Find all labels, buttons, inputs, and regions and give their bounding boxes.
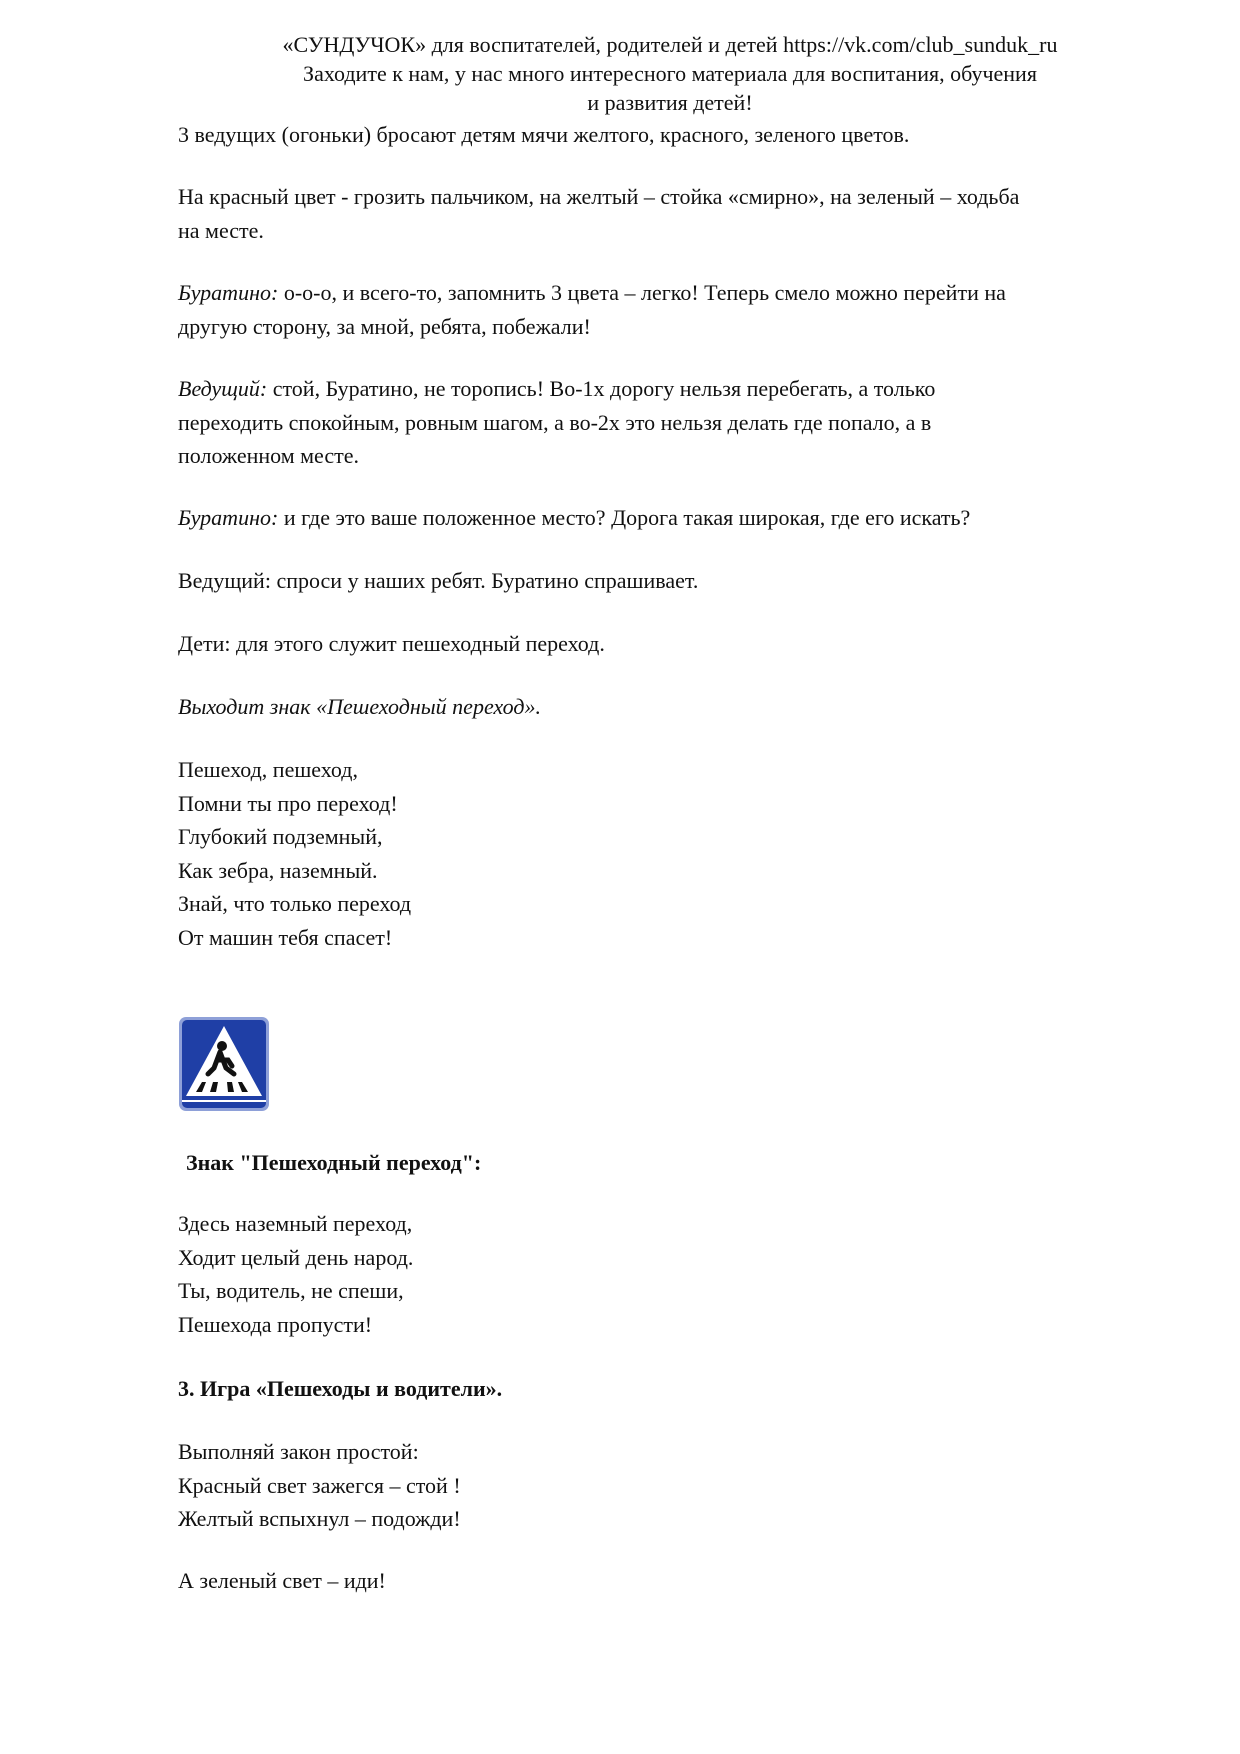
paragraph: 3 ведущих (огоньки) бросают детям мячи желтого, красного, зеленого цветов. bbox=[178, 122, 910, 147]
text-line: другую сторону, за мной, ребята, побежали! bbox=[178, 313, 591, 339]
pedestrian-crossing-sign-icon bbox=[178, 1016, 270, 1112]
text-line bbox=[178, 372, 1158, 406]
header-line: и развития детей! bbox=[587, 90, 753, 115]
text: о-о-о, и всего-то, запомнить 3 цвета – легко! Теперь смело можно перейти на bbox=[278, 280, 1006, 305]
text-line: положенном месте. bbox=[178, 443, 360, 468]
poem-line: Как зебра, наземный. bbox=[178, 857, 378, 883]
text: и где это ваше положенное место? Дорога такая широкая, где его искать? bbox=[278, 505, 971, 530]
poem-line: Желтый вспыхнул – подожди! bbox=[178, 1506, 461, 1531]
poem-line: Знай, что только переход bbox=[178, 891, 412, 916]
header bbox=[180, 30, 1160, 117]
text-line: на месте. bbox=[178, 217, 264, 243]
poem-line: Глубокий подземный, bbox=[178, 824, 383, 849]
header-line: Заходите к нам, у нас много интересного материала для воспитания, обучения bbox=[303, 61, 1037, 86]
text-line bbox=[178, 276, 1158, 310]
text-line: На красный цвет - грозить пальчиком, на желтый – стойка «смирно», на зеленый – ходьба bbox=[178, 184, 1020, 209]
paragraph: Дети: для этого служит пешеходный переход. bbox=[178, 631, 605, 656]
stage-direction bbox=[178, 690, 1158, 724]
poem-line: Ходит целый день народ. bbox=[178, 1244, 414, 1270]
header-line: «СУНДУЧОК» для воспитателей, родителей и детей https://vk.com/club_sunduk_ru bbox=[282, 32, 1058, 57]
paragraph: А зеленый свет – иди! bbox=[178, 1568, 386, 1593]
poem-line: Красный свет зажегся – стой ! bbox=[178, 1472, 461, 1498]
poem-line: Пешеход, пешеход, bbox=[178, 757, 358, 782]
paragraph bbox=[178, 276, 1158, 343]
poem-line: Помни ты про переход! bbox=[178, 790, 398, 816]
paragraph: Ведущий: спроси у наших ребят. Буратино спрашивает. bbox=[178, 568, 699, 593]
speaker: Ведущий: bbox=[178, 376, 268, 401]
text: Выходит знак «Пешеходный переход». bbox=[178, 694, 541, 719]
poem-line: Здесь наземный переход, bbox=[178, 1211, 413, 1236]
text-line: переходить спокойным, ровным шагом, а во-2х это нельзя делать где попало, а в bbox=[178, 409, 932, 435]
speaker: Буратино: bbox=[178, 280, 279, 305]
poem-line: Пешехода пропусти! bbox=[178, 1311, 373, 1337]
game-heading: 3. Игра «Пешеходы и водители». bbox=[178, 1376, 503, 1401]
paragraph bbox=[178, 501, 1158, 535]
text: стой, Буратино, не торопись! Во-1х дорогу нельзя перебегать, а только bbox=[267, 376, 936, 401]
poem bbox=[178, 753, 1158, 954]
poem-line: Ты, водитель, не спеши, bbox=[178, 1278, 404, 1303]
sign-heading: Знак "Пешеходный переход": bbox=[186, 1150, 482, 1175]
poem bbox=[178, 1435, 1158, 1536]
poem bbox=[178, 1207, 1158, 1341]
paragraph bbox=[178, 372, 1158, 473]
paragraph bbox=[178, 180, 1158, 247]
poem-line: Выполняй закон простой: bbox=[178, 1439, 419, 1464]
poem-line: От машин тебя спасет! bbox=[178, 924, 393, 950]
speaker: Буратино: bbox=[178, 505, 279, 530]
